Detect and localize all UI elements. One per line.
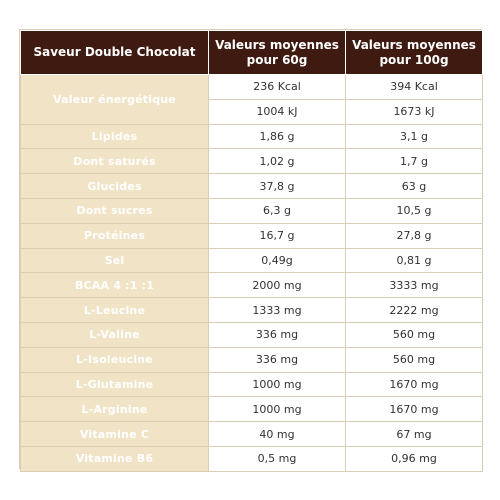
table-row <box>21 298 483 323</box>
value-100g: 560 mg <box>346 347 483 372</box>
table-row <box>21 174 483 199</box>
value-100g: 67 mg <box>346 422 483 447</box>
nutrition-table <box>20 30 483 472</box>
header-row <box>21 31 483 75</box>
value-60g: 1000 mg <box>209 397 346 422</box>
value-100g: 1670 mg <box>346 397 483 422</box>
value-60g: 6,3 g <box>209 198 346 223</box>
value-100g: 1673 kJ <box>346 99 483 124</box>
table-row <box>21 372 483 397</box>
row-label: Protéines <box>21 223 209 248</box>
row-label: Dont saturés <box>21 149 209 174</box>
value-100g: 63 g <box>346 174 483 199</box>
value-100g: 3333 mg <box>346 273 483 298</box>
table-row <box>21 149 483 174</box>
table-row <box>21 273 483 298</box>
value-100g: 0,96 mg <box>346 446 483 471</box>
table-row <box>21 446 483 471</box>
row-label: BCAA 4 :1 :1 <box>21 273 209 298</box>
value-60g: 37,8 g <box>209 174 346 199</box>
row-label: Sel <box>21 248 209 273</box>
table-row <box>21 347 483 372</box>
row-label: L-Glutamine <box>21 372 209 397</box>
row-label: L-Leucine <box>21 298 209 323</box>
row-label: Vitamine B6 <box>21 446 209 471</box>
value-100g: 3,1 g <box>346 124 483 149</box>
header-per-100g: Valeurs moyennes pour 100g <box>346 31 483 75</box>
value-60g: 1333 mg <box>209 298 346 323</box>
table-row <box>21 322 483 347</box>
value-60g: 16,7 g <box>209 223 346 248</box>
header-flavor: Saveur Double Chocolat <box>21 31 209 75</box>
row-label: Glucides <box>21 174 209 199</box>
value-60g: 336 mg <box>209 322 346 347</box>
row-label: L-Isoleucine <box>21 347 209 372</box>
table-row <box>21 75 483 100</box>
table-row <box>21 223 483 248</box>
row-label: L-Arginine <box>21 397 209 422</box>
value-60g: 236 Kcal <box>209 75 346 100</box>
table-row <box>21 124 483 149</box>
value-60g: 1,02 g <box>209 149 346 174</box>
value-100g: 0,81 g <box>346 248 483 273</box>
nutrition-table-container <box>19 29 481 469</box>
value-60g: 1000 mg <box>209 372 346 397</box>
value-60g: 336 mg <box>209 347 346 372</box>
row-label: Valeur énergétique <box>21 75 209 125</box>
value-100g: 10,5 g <box>346 198 483 223</box>
value-100g: 1670 mg <box>346 372 483 397</box>
value-60g: 0,5 mg <box>209 446 346 471</box>
value-100g: 2222 mg <box>346 298 483 323</box>
row-label: Vitamine C <box>21 422 209 447</box>
value-100g: 27,8 g <box>346 223 483 248</box>
row-label: Lipides <box>21 124 209 149</box>
row-label: L-Valine <box>21 322 209 347</box>
value-100g: 394 Kcal <box>346 75 483 100</box>
value-60g: 1004 kJ <box>209 99 346 124</box>
row-label: Dont sucres <box>21 198 209 223</box>
nutrition-table-body <box>21 75 483 472</box>
value-60g: 0,49g <box>209 248 346 273</box>
table-row <box>21 198 483 223</box>
value-60g: 1,86 g <box>209 124 346 149</box>
table-row <box>21 422 483 447</box>
value-100g: 1,7 g <box>346 149 483 174</box>
header-per-60g: Valeurs moyennes pour 60g <box>209 31 346 75</box>
table-row <box>21 248 483 273</box>
value-60g: 2000 mg <box>209 273 346 298</box>
value-100g: 560 mg <box>346 322 483 347</box>
table-row <box>21 397 483 422</box>
value-60g: 40 mg <box>209 422 346 447</box>
